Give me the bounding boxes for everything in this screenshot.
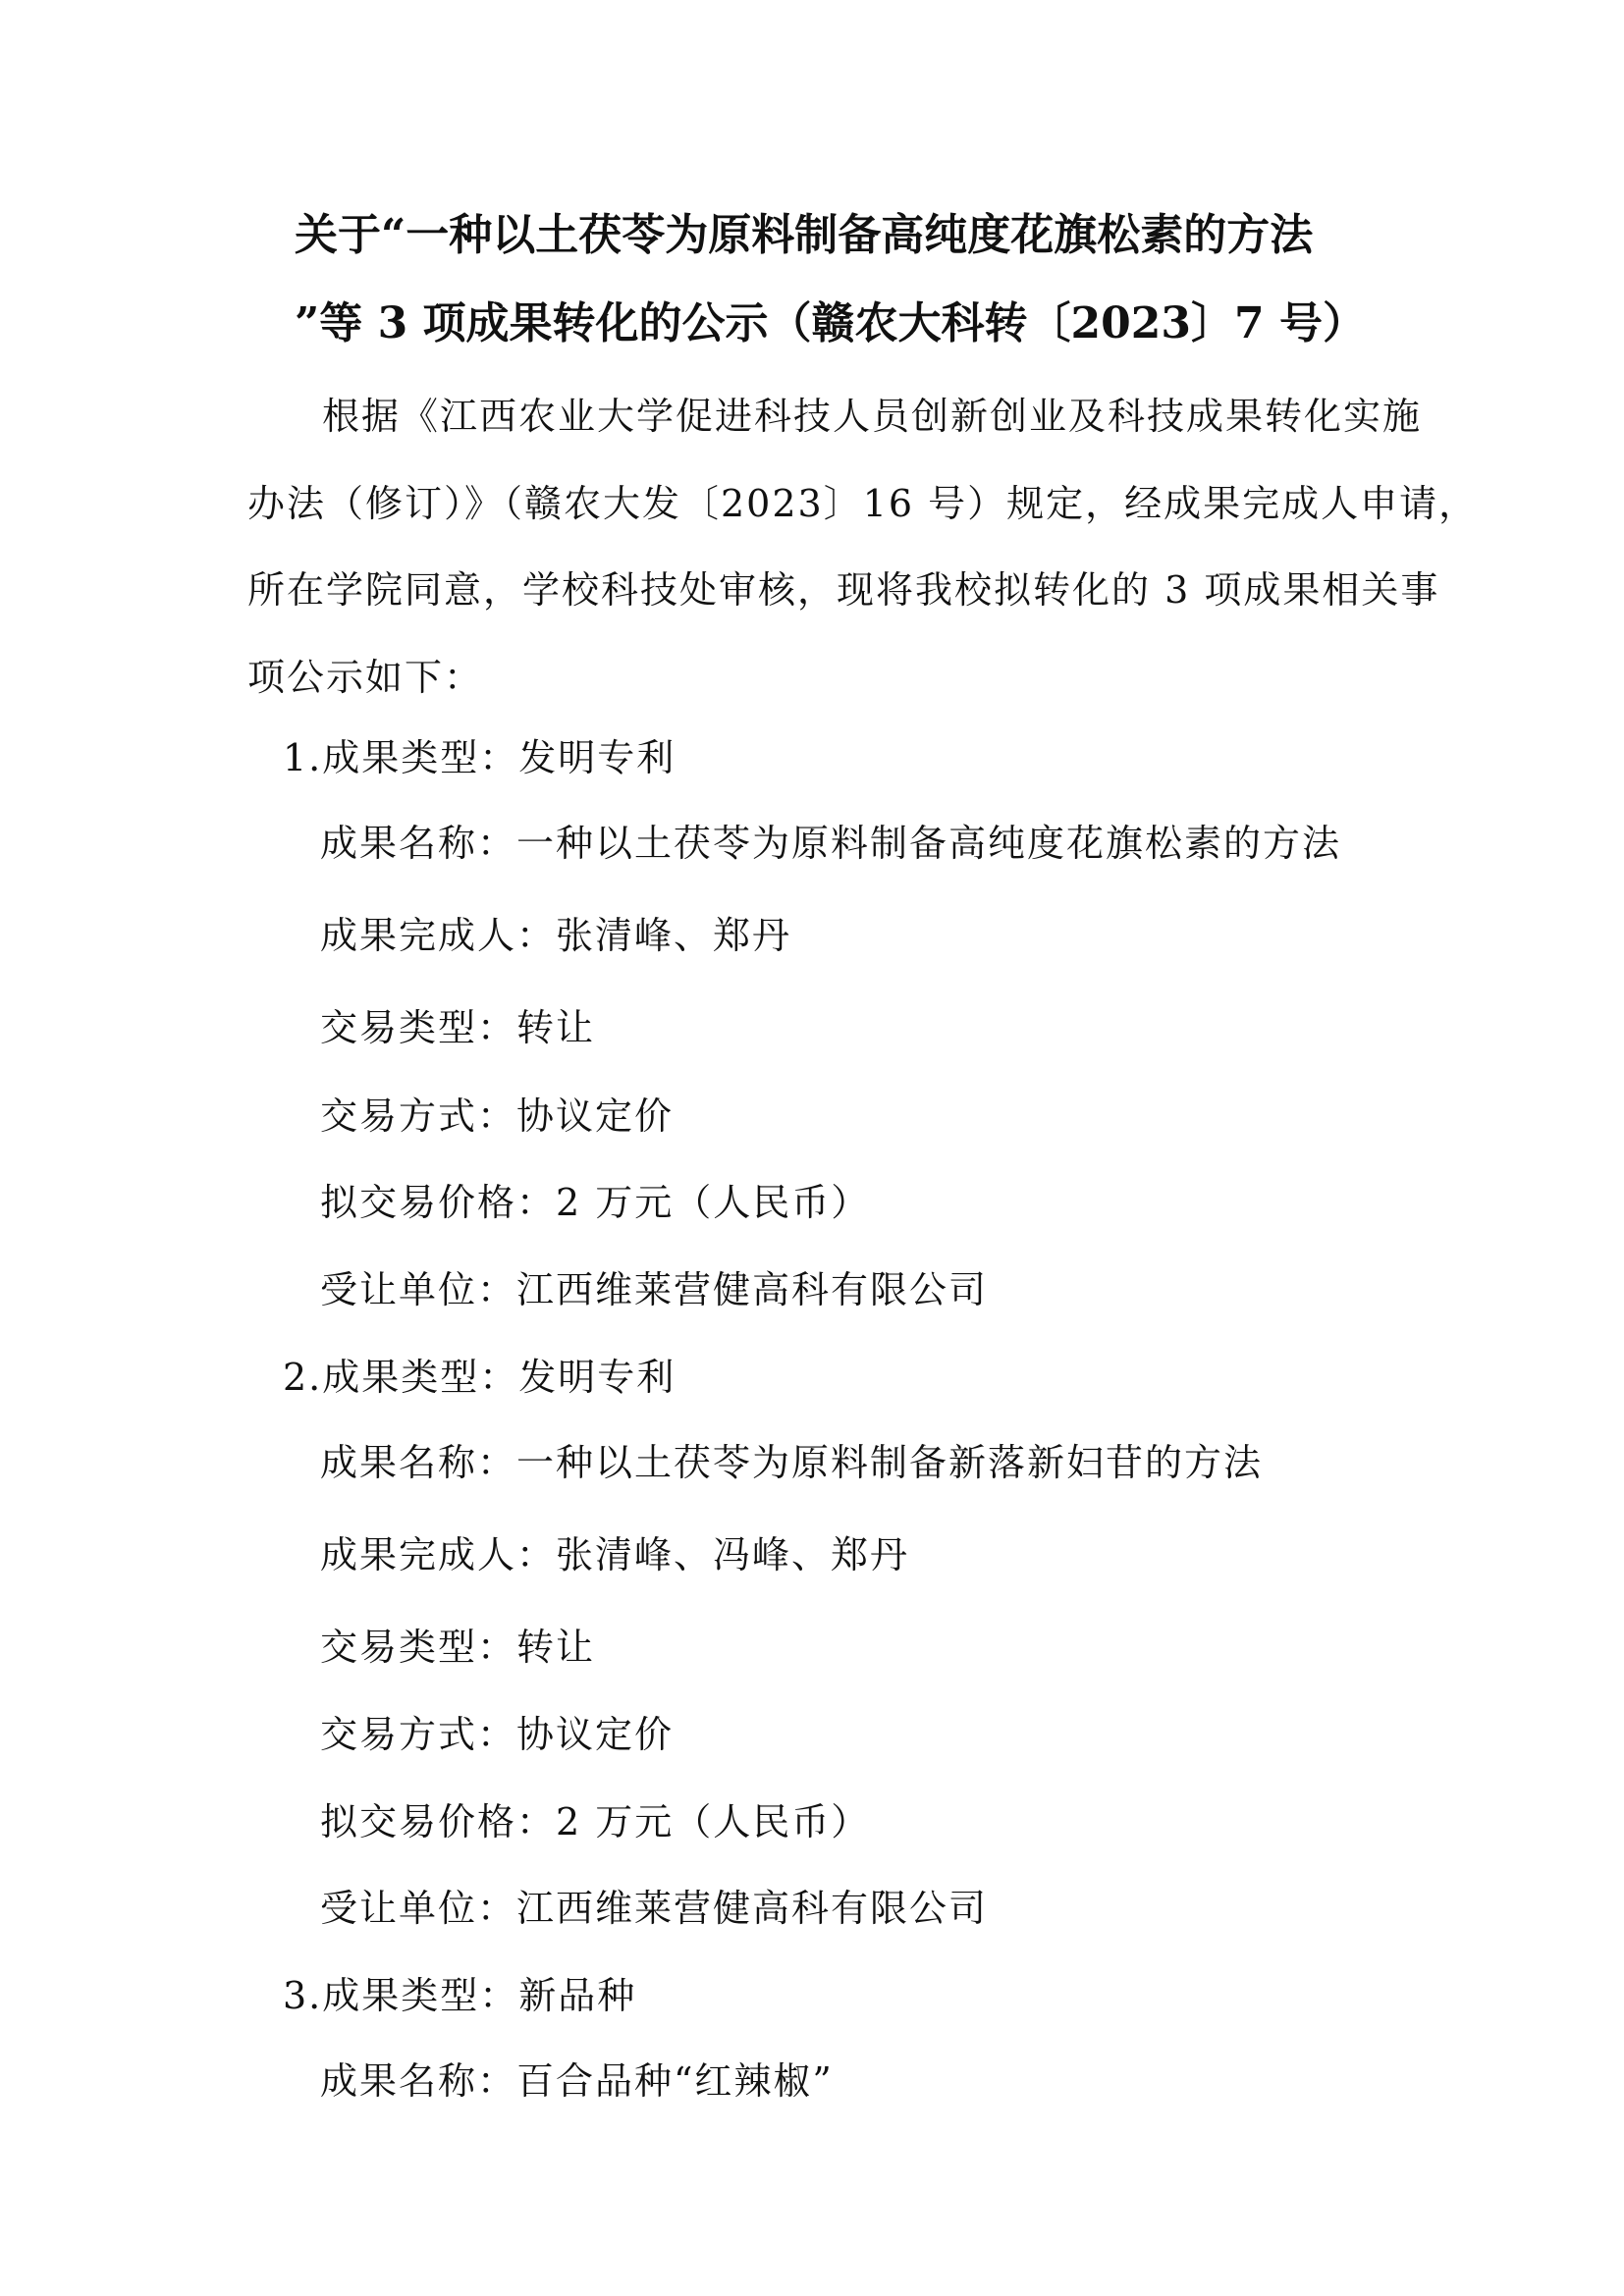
- intro-line-3: 所在学院同意，学校科技处审核，现将我校拟转化的 3 项成果相关事: [247, 568, 1440, 612]
- item-1-type: 1.成果类型：发明专利: [283, 736, 677, 779]
- intro-line-4: 项公示如下：: [247, 656, 484, 699]
- item-3-type: 3.成果类型：新品种: [283, 1974, 637, 2017]
- item-2-price: 拟交易价格：2 万元（人民币）: [320, 1800, 871, 1843]
- item-2-name: 成果名称：一种以土茯苓为原料制备新落新妇苷的方法: [320, 1441, 1264, 1484]
- intro-line-2: 办法（修订）》（赣农大发〔2023〕16 号）规定，经成果完成人申请，: [247, 482, 1479, 525]
- item-2-completers: 成果完成人：张清峰、冯峰、郑丹: [320, 1533, 910, 1576]
- item-1-trade-method: 交易方式：协议定价: [320, 1095, 675, 1138]
- item-2-trade-type: 交易类型：转让: [320, 1626, 596, 1669]
- item-2-trade-method: 交易方式：协议定价: [320, 1713, 675, 1756]
- intro-line-1: 根据《江西农业大学促进科技人员创新创业及科技成果转化实施: [322, 395, 1423, 438]
- item-3-name: 成果名称：百合品种“红辣椒”: [320, 2059, 834, 2103]
- document-title-line-1: 关于“一种以土茯苓为原料制备高纯度花旗松素的方法: [295, 210, 1314, 260]
- item-1-completers: 成果完成人：张清峰、郑丹: [320, 914, 792, 957]
- item-1-trade-type: 交易类型：转让: [320, 1006, 596, 1049]
- item-1-price: 拟交易价格：2 万元（人民币）: [320, 1181, 871, 1224]
- item-2-assignee: 受让单位：江西维莱营健高科有限公司: [320, 1887, 989, 1930]
- item-1-name: 成果名称：一种以土茯苓为原料制备高纯度花旗松素的方法: [320, 822, 1342, 865]
- document-title-line-2: ”等 3 项成果转化的公示（赣农大科转〔2023〕7 号）: [295, 298, 1366, 348]
- item-2-type: 2.成果类型：发明专利: [283, 1356, 677, 1399]
- item-1-assignee: 受让单位：江西维莱营健高科有限公司: [320, 1268, 989, 1311]
